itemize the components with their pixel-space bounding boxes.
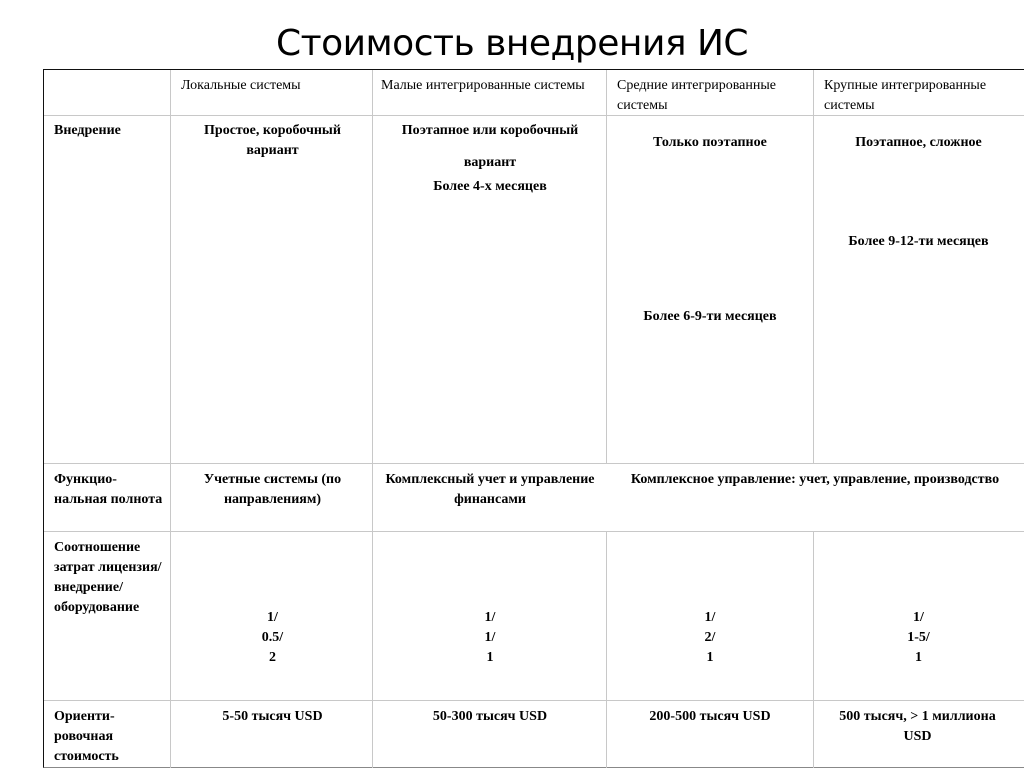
row-label-cost-ratio: Соотношение затрат лицензия/ внедрение/ оборудование <box>54 540 162 615</box>
column-divider <box>606 531 607 768</box>
row-divider <box>44 531 1024 532</box>
row-label-estimated-cost: Ориенти-ровочная стоимость <box>54 709 119 764</box>
column-divider <box>170 70 171 768</box>
ratio-hardware: 1 <box>915 650 922 665</box>
cost-large: 500 тысяч, > 1 миллиона USD <box>839 709 996 744</box>
ratio-license: 1/ <box>913 610 924 625</box>
ratio-local <box>180 608 365 668</box>
page-title: Стоимость внедрения ИС <box>275 23 749 64</box>
cost-medium: 200-500 тысяч USD <box>649 709 771 724</box>
ratio-license: 1/ <box>484 610 496 625</box>
implementation-small-line2: вариант <box>463 155 517 170</box>
ratio-medium <box>610 608 810 668</box>
cost-local: 5-50 тысяч USD <box>222 709 323 724</box>
column-divider <box>372 70 373 768</box>
implementation-large-duration: Более 9-12-ти месяцев <box>848 234 989 249</box>
ratio-hardware: 1 <box>706 650 714 665</box>
ratio-hardware: 1 <box>486 650 494 665</box>
ratio-implementation: 1-5/ <box>907 630 930 645</box>
ratio-implementation: 0.5/ <box>261 630 284 645</box>
header-small-integrated: Малые интегрированные системы <box>381 78 585 93</box>
ratio-small <box>380 608 600 668</box>
cost-small: 50-300 тысяч USD <box>432 709 548 724</box>
header-large-integrated: Крупные интегрированные системы <box>824 78 987 113</box>
row-label-functionality: Функцио-нальная полнота <box>54 472 163 507</box>
ratio-hardware: 2 <box>269 650 276 665</box>
implementation-small-duration: Более 4-х месяцев <box>433 179 547 194</box>
ratio-license: 1/ <box>267 610 278 625</box>
ratio-implementation: 1/ <box>484 630 496 645</box>
header-medium-integrated: Средние интегрированные системы <box>617 78 776 113</box>
column-divider <box>813 70 814 463</box>
implementation-small-line1: Поэтапное или коробочный <box>401 123 579 138</box>
functionality-small: Комплексный учет и управление финансами <box>385 472 595 507</box>
functionality-medium-large: Комплексное управление: учет, управление, производство <box>630 472 1000 487</box>
ratio-implementation: 2/ <box>704 630 716 645</box>
row-divider <box>44 463 1024 464</box>
implementation-large: Поэтапное, сложное <box>855 135 982 150</box>
functionality-local: Учетные системы (по направлениям) <box>203 472 342 507</box>
column-divider <box>813 531 814 768</box>
row-label-implementation: Внедрение <box>54 123 121 138</box>
column-divider <box>606 70 607 463</box>
implementation-local: Простое, коробочный вариант <box>204 123 341 158</box>
row-divider <box>44 700 1024 701</box>
implementation-medium: Только поэтапное <box>653 135 767 150</box>
header-local-systems: Локальные системы <box>181 78 301 93</box>
implementation-medium-duration: Более 6-9-ти месяцев <box>643 309 777 324</box>
ratio-large <box>816 608 1021 668</box>
ratio-license: 1/ <box>704 610 716 625</box>
